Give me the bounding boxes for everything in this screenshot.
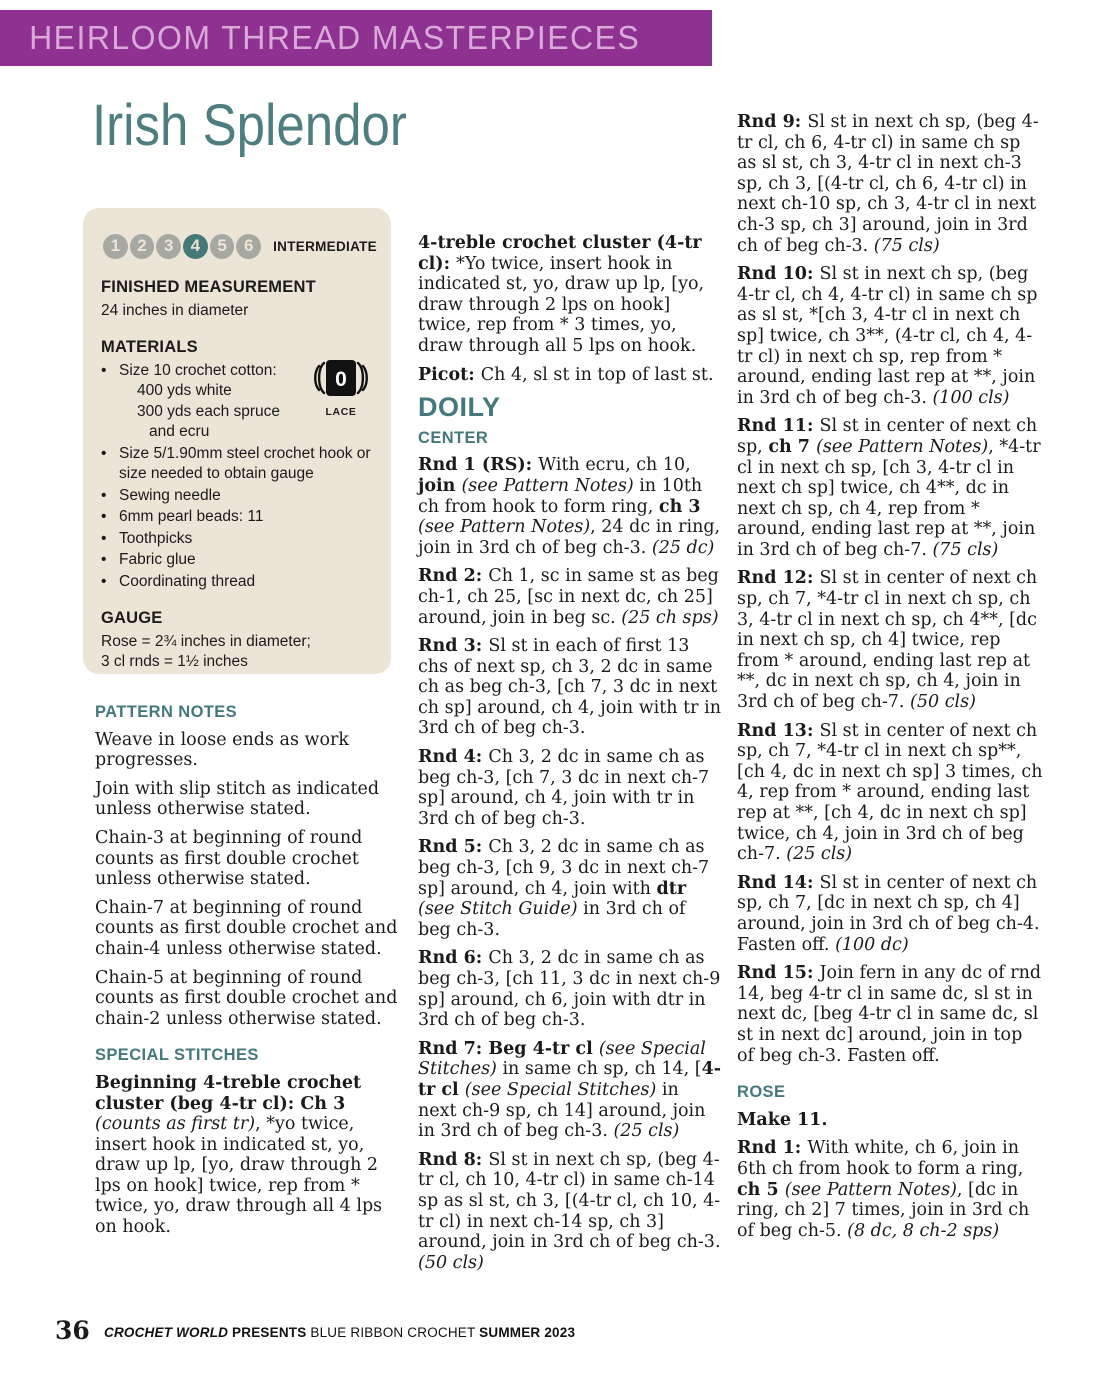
yarn-weight-label: LACE [325, 406, 357, 419]
skill-level-3: 3 [154, 232, 183, 261]
pattern-notes-heading: PATTERN NOTES [95, 703, 238, 721]
page-number: 36 [55, 1316, 90, 1345]
material-text: Coordinating thread [119, 572, 256, 590]
round-instruction: Rnd 4: Ch 3, 2 dc in same ch as beg ch-3, [ch 7, 3 dc in next ch-7 sp] around, ch 4, join with tr in 3rd ch of beg ch-3. [418, 747, 710, 829]
skill-level-5: 5 [208, 232, 237, 261]
pattern-note: Chain-3 at beginning of round counts as first double crochet unless otherwise stated. [95, 827, 363, 890]
publication-credit: CROCHET WORLD PRESENTS BLUE RIBBON CROCHET SUMMER 2023 [104, 1325, 576, 1340]
center-heading: CENTER [418, 428, 489, 447]
stitch-definition: 4-treble crochet cluster (4-tr cl): *Yo twice, insert hook in indicated st, yo, draw up lp, [yo, draw through 2 lps on hook] twice, rep from * 3 times, yo, draw through all 5 lps on hook. [418, 233, 705, 356]
pattern-info-box [83, 208, 391, 674]
round-instruction: Rnd 13: Sl st in center of next ch sp, ch 7, *4-tr cl in next ch sp**, [ch 4, dc in next ch sp] 3 times, ch 4, rep from * around, ending last rep at **, [ch 4, dc in next ch sp] twice, ch 4, join in 3rd ch of beg ch-7. (25 cls) [737, 720, 1043, 865]
round-instruction: Rnd 1: With white, ch 6, join in 6th ch from hook to form a ring, ch 5 (see Pattern Notes), [dc in ring, ch 2] 7 times, join in 3rd ch of beg ch-5. (8 dc, 8 ch-2 sps) [737, 1138, 1030, 1241]
pattern-note: Join with slip stitch as indicated unless otherwise stated. [95, 778, 380, 820]
finished-measurement-value: 24 inches in diameter [101, 301, 249, 319]
gauge-line: Rose = 2¾ inches in diameter; [101, 632, 311, 650]
round-instruction: Rnd 10: Sl st in next ch sp, (beg 4-tr cl, ch 4, 4-tr cl) in same ch sp as sl st, *[ch 3, 4-tr cl in next ch sp] twice, ch 3**, (4-tr cl, ch 4, 4-tr cl) in next ch sp, rep from * around, ending last rep at **, join in 3rd ch of beg ch-3. (100 cls) [737, 264, 1038, 408]
material-text: Size 10 crochet cotton: 400 yds white 300 yds each spruce and ecru [119, 361, 280, 443]
bullet: • [101, 551, 107, 569]
yarn-weight-icon [307, 356, 375, 420]
materials-heading: MATERIALS [101, 338, 198, 357]
skill-level-1: 1 [101, 232, 130, 261]
finished-measurement-heading: FINISHED MEASUREMENT [101, 278, 316, 296]
special-stitches-heading: SPECIAL STITCHES [95, 1046, 259, 1065]
bullet: • [101, 508, 107, 526]
skill-level-6: 6 [234, 232, 263, 261]
material-text: Size 5/1.90mm steel crochet hook or size needed to obtain gauge [119, 444, 371, 483]
round-instruction: Rnd 1 (RS): With ecru, ch 10, join (see Pattern Notes) in 10th ch from hook to form ring, ch 3 (see Pattern Notes), 24 dc in ring, join in 3rd ch of beg ch-3. (25 dc) [418, 455, 721, 558]
round-instruction: Rnd 12: Sl st in center of next ch sp, ch 7, *4-tr cl in next ch sp, ch 3, 4-tr cl in next ch sp, ch 4**, [dc in next ch sp, ch 4] twice, rep from * around, ending last rep at **, dc in next ch sp, ch 4, join in 3rd ch of beg ch-7. (50 cls) [737, 568, 1038, 713]
material-sublines: 400 yds white 300 yds each spruce and ecru [137, 382, 281, 441]
right-column [737, 112, 1044, 1249]
rose-make-count: Make 11. [737, 1109, 828, 1130]
bullet: • [101, 529, 107, 547]
skill-level-2: 2 [128, 232, 157, 261]
round-instruction: Rnd 6: Ch 3, 2 dc in same ch as beg ch-3, [ch 11, 3 dc in next ch-9 sp] around, ch 6, join with dtr in 3rd ch of beg ch-3. [418, 948, 721, 1031]
material-text: Toothpicks [119, 529, 193, 547]
pattern-note: Chain-5 at beginning of round counts as first double crochet and chain-2 unless otherwise stated. [95, 967, 398, 1029]
middle-column [418, 233, 722, 1281]
skill-level-4-active: 4 [181, 232, 210, 261]
pattern-note: Weave in loose ends as work progresses. [95, 729, 349, 771]
material-text: Sewing needle [119, 486, 221, 504]
section-banner [0, 10, 712, 66]
left-column [95, 702, 409, 1246]
material-text: Fabric glue [119, 551, 196, 569]
skill-level-indicator [101, 232, 377, 261]
round-instruction: Rnd 9: Sl st in next ch sp, (beg 4-tr cl, ch 6, 4-tr cl) in same ch sp as sl st, ch 3, 4-tr cl in next ch-3 sp, ch 3, [(4-tr cl, ch 6, 4-tr cl) in next ch-10 sp, ch 3, 4-tr cl in next ch-3 sp, ch 3] around, join in 3rd ch of beg ch-3. (75 cls) [737, 112, 1039, 256]
gauge-line: 3 cl rnds = 1½ inches [101, 653, 248, 671]
round-instruction: Rnd 3: Sl st in each of first 13 chs of next sp, ch 3, 2 dc in same ch as beg ch-3, [ch 7, 3 dc in next ch sp] around, ch 4, join with tr in 3rd ch of beg ch-3. [418, 636, 721, 739]
rose-heading: ROSE [737, 1083, 786, 1102]
pattern-title: Irish Splendor [92, 93, 407, 158]
list-item [101, 507, 377, 527]
bullet: • [101, 572, 107, 590]
section-banner-title: HEIRLOOM THREAD MASTERPIECES [29, 19, 641, 56]
bullet: • [101, 486, 107, 504]
doily-heading: DOILY [418, 392, 501, 423]
yarn-skein-icon [309, 356, 373, 402]
round-instruction: Rnd 5: Ch 3, 2 dc in same ch as beg ch-3, [ch 9, 3 dc in next ch-7 sp] around, ch 4, join with dtr (see Stitch Guide) in 3rd ch of beg ch-3. [418, 837, 710, 940]
gauge-heading: GAUGE [101, 608, 163, 627]
material-text: 6mm pearl beads: 11 [119, 508, 264, 526]
round-instruction: Rnd 7: Beg 4-tr cl (see Special Stitches) in same ch sp, ch 14, [4-tr cl (see Special Stitches) in next ch-9 sp, ch 14] around, join in 3rd ch of beg ch-3. (25 cls) [418, 1038, 722, 1142]
list-item [101, 572, 377, 592]
svg-text:0: 0 [335, 368, 347, 391]
round-instruction: Rnd 8: Sl st in next ch sp, (beg 4-tr cl, ch 10, 4-tr cl) in same ch-14 sp as sl st, ch 3, [(4-tr cl, ch 10, 4-tr cl) in next ch-14 sp, ch 3] around, join in 3rd ch of beg ch-3. (50 cls) [418, 1149, 721, 1273]
special-stitch-definition: Beginning 4-treble crochet cluster (beg 4-tr cl): Ch 3 (counts as first tr), *yo twice, insert hook in indicated st, yo, draw up lp, [yo, draw through 2 lps on hook] twice, rep from * twice, yo, draw through all 4 lps on hook. [95, 1072, 383, 1238]
skill-level-label: INTERMEDIATE [273, 238, 377, 254]
list-item [101, 486, 377, 506]
round-instruction: Rnd 11: Sl st in center of next ch sp, ch 7 (see Pattern Notes), *4-tr cl in next ch sp, [ch 3, 4-tr cl in next ch sp] twice, ch 4**, dc in next ch sp, ch 4, rep from * around, ending last rep at **, join in 3rd ch of beg ch-7. (75 cls) [737, 416, 1041, 560]
round-instruction: Rnd 2: Ch 1, sc in same st as beg ch-1, ch 25, [sc in next dc, ch 25] around, join in beg sc. (25 ch sps) [418, 566, 719, 628]
list-item [101, 444, 377, 485]
pattern-note: Chain-7 at beginning of round counts as first double crochet and chain-4 unless otherwise stated. [95, 897, 398, 959]
list-item [101, 550, 377, 570]
round-instruction: Rnd 15: Join fern in any dc of rnd 14, beg 4-tr cl in same dc, sl st in next dc, [beg 4-tr cl in same dc, sl st in next dc] around, join in top of beg ch-3. Fasten off. [737, 963, 1042, 1066]
round-instruction: Rnd 14: Sl st in center of next ch sp, ch 7, [dc in next ch sp, ch 4] around, join in 3rd ch of beg ch-4. Fasten off. (100 dc) [737, 872, 1040, 955]
stitch-definition: Picot: Ch 4, sl st in top of last st. [418, 364, 714, 385]
list-item [101, 529, 377, 549]
bullet: • [101, 444, 107, 462]
bullet: • [101, 361, 107, 379]
